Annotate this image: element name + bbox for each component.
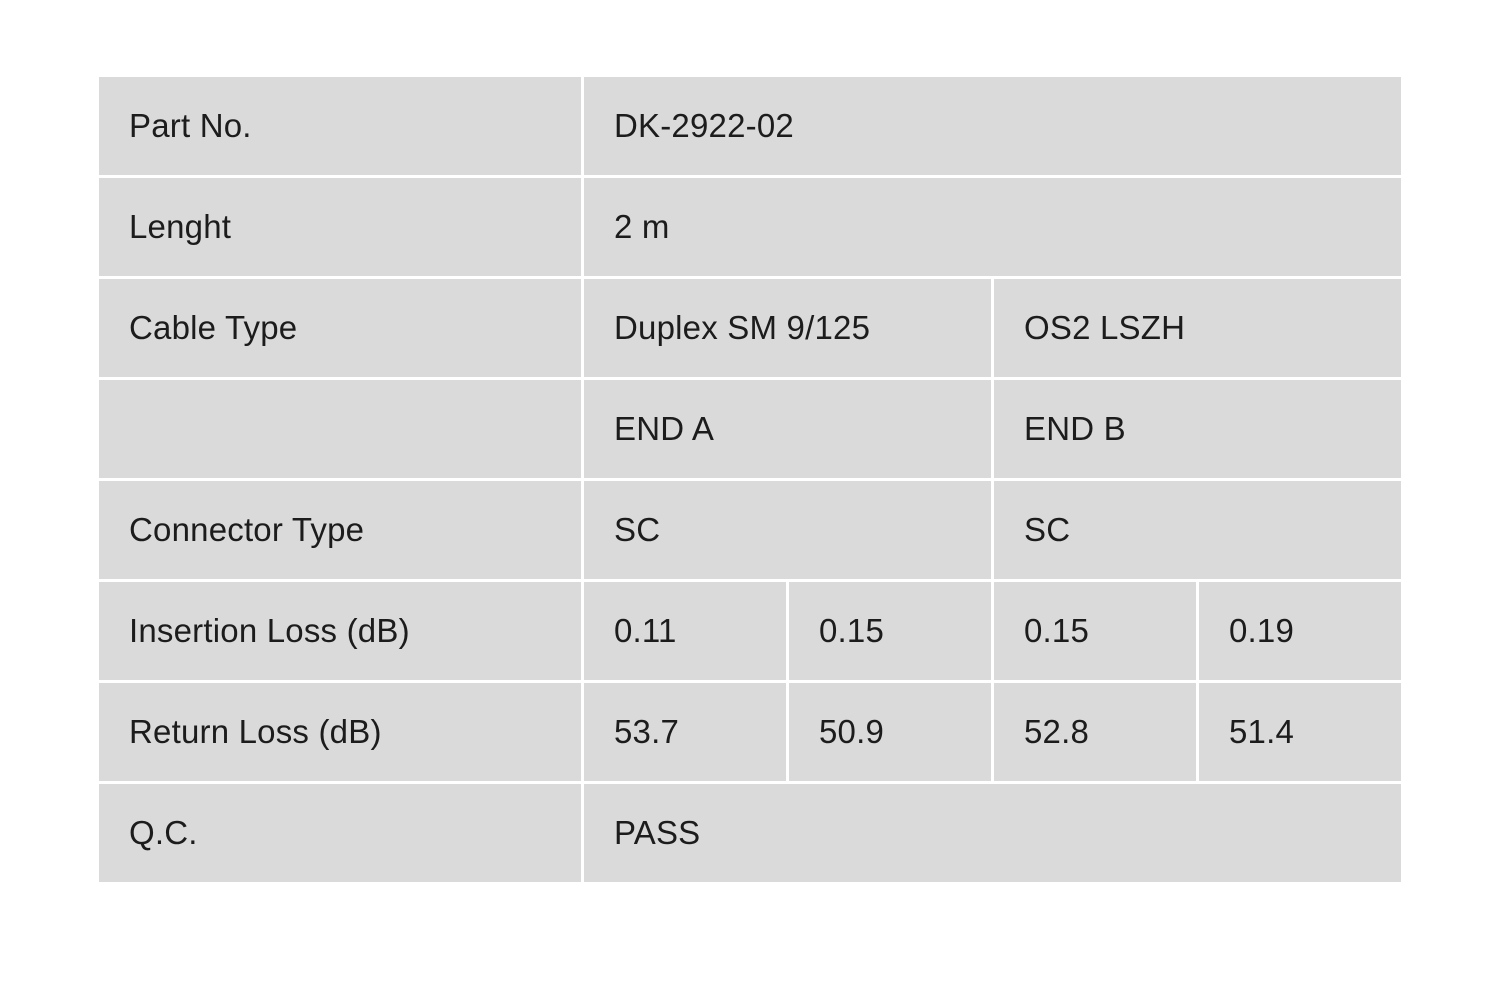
table-row [99,683,1401,781]
row-value-qc: PASS [584,784,1401,882]
specification-table [96,74,1404,885]
table-row [99,481,1401,579]
row-value-end-a: END A [584,380,991,478]
row-label-ends [99,380,581,478]
insertion-loss-b2: 0.19 [1199,582,1401,680]
table-row [99,582,1401,680]
row-label-qc: Q.C. [99,784,581,882]
row-value-length: 2 m [584,178,1401,276]
row-value-part-no: DK-2922-02 [584,77,1401,175]
table-row [99,380,1401,478]
row-label-part-no: Part No. [99,77,581,175]
row-value-connector-type-b: SC [994,481,1401,579]
row-label-connector-type: Connector Type [99,481,581,579]
table-row [99,784,1401,882]
row-value-end-b: END B [994,380,1401,478]
insertion-loss-a1: 0.11 [584,582,786,680]
table-row [99,178,1401,276]
row-value-connector-type-a: SC [584,481,991,579]
insertion-loss-b1: 0.15 [994,582,1196,680]
insertion-loss-a2: 0.15 [789,582,991,680]
row-value-cable-type-a: Duplex SM 9/125 [584,279,991,377]
row-label-cable-type: Cable Type [99,279,581,377]
row-label-insertion-loss: Insertion Loss (dB) [99,582,581,680]
row-label-return-loss: Return Loss (dB) [99,683,581,781]
return-loss-a2: 50.9 [789,683,991,781]
table-row [99,279,1401,377]
return-loss-a1: 53.7 [584,683,786,781]
return-loss-b2: 51.4 [1199,683,1401,781]
row-label-length: Lenght [99,178,581,276]
table-row [99,77,1401,175]
row-value-cable-type-b: OS2 LSZH [994,279,1401,377]
return-loss-b1: 52.8 [994,683,1196,781]
